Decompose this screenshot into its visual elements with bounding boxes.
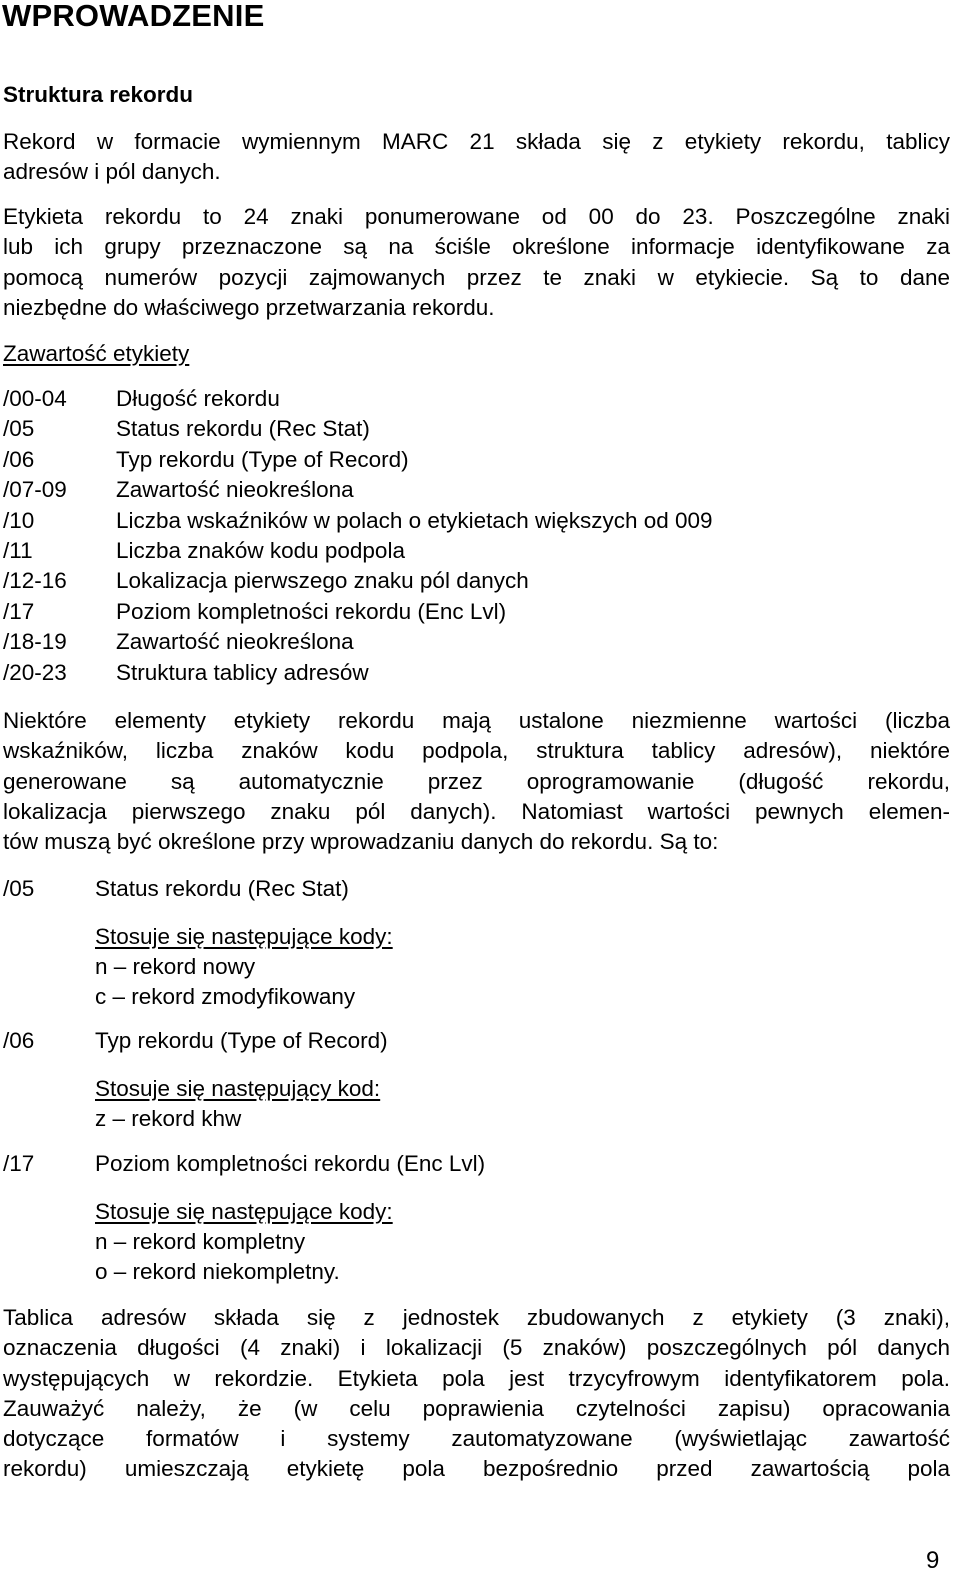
text-line: Etykieta rekordu to 24 znaki ponumerowane od 00 do 23. Poszczególne znaki [3,204,950,229]
paragraph-leader-description [3,202,950,323]
text-line: występujących w rekordzie. Etykieta pola jest trzycyfrowym identyfikatorem pola. [3,1365,950,1391]
text-line: rekordu) umieszczają etykietę pola bezpośrednio przed zawartością pola [3,1456,950,1482]
position-description: Typ rekordu (Type of Record) [116,446,409,472]
paragraph-address-table [3,1303,950,1485]
text-line: dotyczące formatów i systemy zautomatyzowane (wyświetlając zawartość [3,1426,950,1452]
position-label: Poziom kompletności rekordu (Enc Lvl) [95,1151,486,1176]
position-description: Struktura tablicy adresów [116,659,369,685]
paragraph-fixed-values [3,706,950,857]
position-description: Długość rekordu [116,386,280,411]
text-line: oznaczenia długości (4 znaki) i lokalizacji (5 znaków) poszczególnych pól danych [3,1335,950,1361]
page-title: WPROWADZENIE [2,0,265,33]
position-code: /06 [3,446,35,472]
text-line: pomocą numerów pozycji zajmowanych przez te znaki w etykiecie. Są to dane [3,264,950,290]
position-code: /11 [3,538,33,563]
leader-contents-heading: Zawartość etykiety [3,341,190,366]
text-line: Rekord w formacie wymiennym MARC 21 składa się z etykiety rekordu, tablicy [3,129,950,154]
position-code: /17 [3,1151,35,1176]
text-line: generowane są automatycznie przez oprogramowanie (długość rekordu, [3,768,950,794]
position-code: /05 [3,876,35,901]
code-item: n – rekord nowy [95,954,256,979]
section-heading: Struktura rekordu [3,82,194,107]
text-line: Niektóre elementy etykiety rekordu mają ustalone niezmienne wartości (liczba [3,708,950,733]
text-line: lokalizacja pierwszego znaku pól danych). Natomiast wartości pewnych elemen- [3,798,950,824]
position-code: /05 [3,416,35,442]
codes-heading: Stosuje się następujący kod: [95,1076,381,1101]
paragraph-intro [3,127,950,188]
text-line: Tablica adresów składa się z jednostek zbudowanych z etykiety (3 znaki), [3,1305,950,1330]
position-code: /10 [3,507,35,533]
position-description: Liczba znaków kodu podpola [116,538,405,563]
codes-heading: Stosuje się następujące kody: [95,1199,393,1224]
position-code: /00-04 [3,386,67,411]
position-code: /18-19 [3,629,67,655]
code-item: o – rekord niekompletny. [95,1259,340,1284]
text-line: adresów i pól danych. [3,159,221,185]
text-line: lub ich grupy przeznaczone są na ściśle określone informacje identyfikowane za [3,234,950,260]
position-label: Typ rekordu (Type of Record) [95,1028,388,1053]
position-code: /07-09 [3,477,67,503]
position-description: Zawartość nieokreślona [116,477,354,503]
code-item: n – rekord kompletny [95,1229,306,1254]
code-item: c – rekord zmodyfikowany [95,984,356,1009]
text-line: wskaźników, liczba znaków kodu podpola, struktura tablicy adresów), niektóre [3,738,950,764]
text-line: tów muszą być określone przy wprowadzaniu danych do rekordu. Są to: [3,829,719,855]
position-code: /20-23 [3,659,67,685]
code-item: z – rekord khw [95,1106,242,1131]
position-code: /06 [3,1028,35,1053]
text-line: niezbędne do właściwego przetwarzania rekordu. [3,294,495,320]
page-number: 9 [926,1547,940,1574]
position-description: Lokalizacja pierwszego znaku pól danych [116,568,529,594]
codes-heading: Stosuje się następujące kody: [95,924,393,949]
position-label: Status rekordu (Rec Stat) [95,876,349,901]
position-description: Liczba wskaźników w polach o etykietach większych od 009 [116,507,713,533]
position-description: Status rekordu (Rec Stat) [116,416,370,442]
position-code: /17 [3,598,35,624]
position-description: Poziom kompletności rekordu (Enc Lvl) [116,598,507,624]
position-description: Zawartość nieokreślona [116,629,354,655]
position-code: /12-16 [3,568,67,594]
text-line: Zauważyć należy, że (w celu poprawienia czytelności zapisu) opracowania [3,1395,950,1421]
